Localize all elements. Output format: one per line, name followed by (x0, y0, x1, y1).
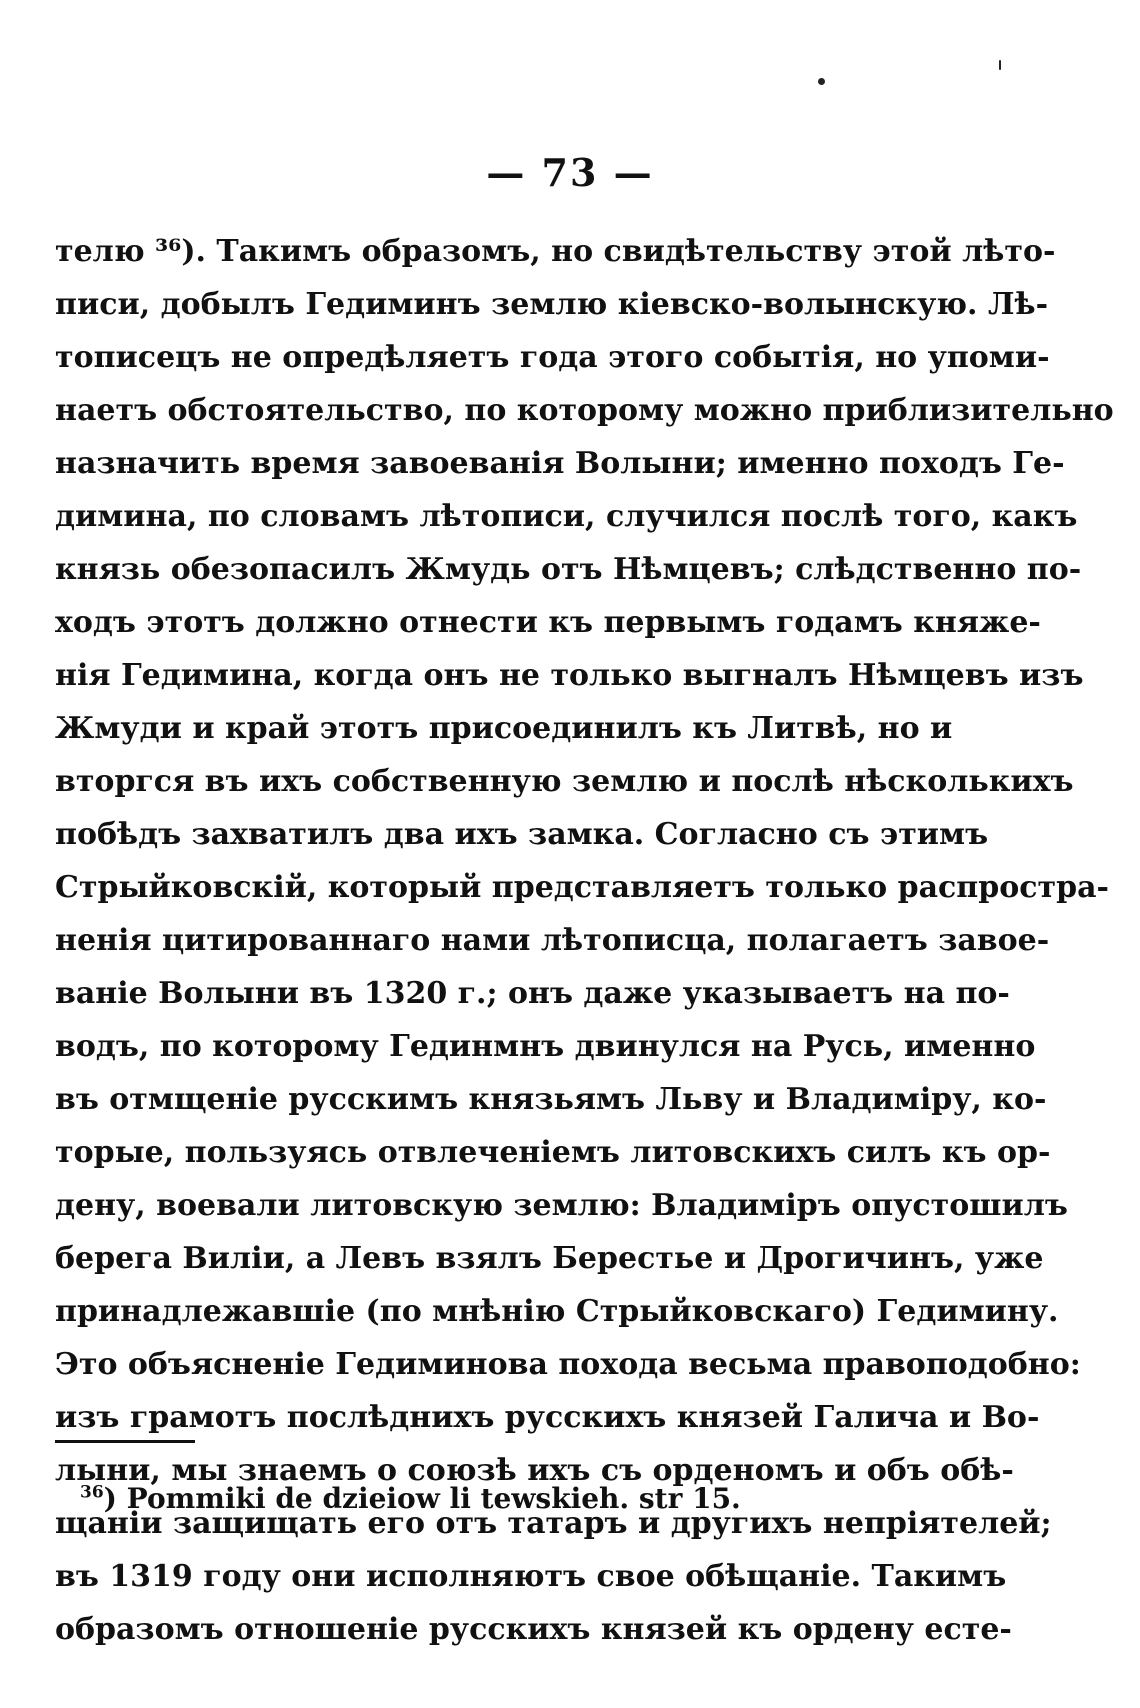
text-line: ненія цитированнаго нами лѣтописца, полагаетъ завое- (55, 923, 1050, 958)
footnote-marker: 36 (80, 1482, 104, 1503)
text-line: вторгся въ ихъ собственную землю и послѣ нѣсколькихъ (55, 764, 1074, 799)
text-line: князь обезопасилъ Жмудь отъ Нѣмцевъ; слѣдственно по- (55, 552, 1082, 587)
text-line: лыни, мы знаемъ о союзѣ ихъ съ орденомъ и объ обѣ- (55, 1453, 1014, 1488)
text-line: ваніе Волыни въ 1320 г.; онъ даже указываетъ на по- (55, 976, 1010, 1011)
text-line: изъ грамотъ послѣднихъ русскихъ князей Галича и Во- (55, 1400, 1040, 1435)
text-line: въ отмщеніе русскимъ князьямъ Льву и Владиміру, ко- (55, 1082, 1047, 1117)
text-line: берега Виліи, а Левъ взялъ Берестье и Дрогичинъ, уже (55, 1241, 1044, 1276)
scan-speck (818, 78, 825, 85)
text-line: побѣдъ захватилъ два ихъ замка. Согласно съ этимъ (55, 817, 989, 852)
text-line: димина, по словамъ лѣтописи, случился послѣ того, какъ (55, 499, 1078, 534)
text-line: телю ³⁶). Такимъ образомъ, но свидѣтельству этой лѣто- (55, 234, 1056, 269)
scan-speck (999, 60, 1001, 70)
text-line: наетъ обстоятельство, по которому можно приблизительно (55, 393, 1114, 428)
text-line: принадлежавшіе (по мнѣнію Стрыйковскаго) Гедимину. (55, 1294, 1059, 1329)
text-line: ходъ этотъ должно отнести къ первымъ годамъ княже- (55, 605, 1041, 640)
text-line: Это объясненіе Гедиминова похода весьма правоподобно: (55, 1347, 1081, 1382)
text-line: писи, добылъ Гедиминъ землю кіевско-волынскую. Лѣ- (55, 287, 1049, 322)
text-line: Стрыйковскій, который представляетъ только распростра- (55, 870, 1109, 905)
text-line: образомъ отношеніе русскихъ князей къ ордену есте- (55, 1612, 1012, 1647)
text-line: въ 1319 году они исполняютъ свое обѣщаніе. Такимъ (55, 1559, 1007, 1594)
text-line: водъ, по которому Гединмнъ двинулся на Русь, именно (55, 1029, 1036, 1064)
text-line: щаніи защищать его отъ татаръ и другихъ непріятелей; (55, 1506, 1052, 1541)
footnote (80, 1482, 741, 1515)
footnote-text: ) Pommiki de dzieiow li tewskieh. str 15. (103, 1482, 741, 1515)
text-line: назначить время завоеванія Волыни; именно походъ Ге- (55, 446, 1065, 481)
page-number: — 73 — (486, 150, 654, 195)
text-line: Жмуди и край этотъ присоединилъ къ Литвѣ, но и (55, 711, 953, 746)
text-line: торые, пользуясь отвлеченіемъ литовскихъ силъ къ ор- (55, 1135, 1051, 1170)
text-line: нія Гедимина, когда онъ не только выгналъ Нѣмцевъ изъ (55, 658, 1084, 693)
text-line: тописецъ не опредѣляетъ года этого событія, но упоми- (55, 340, 1050, 375)
text-line: дену, воевали литовскую землю: Владиміръ опустошилъ (55, 1188, 1068, 1223)
footnote-rule (55, 1440, 195, 1443)
